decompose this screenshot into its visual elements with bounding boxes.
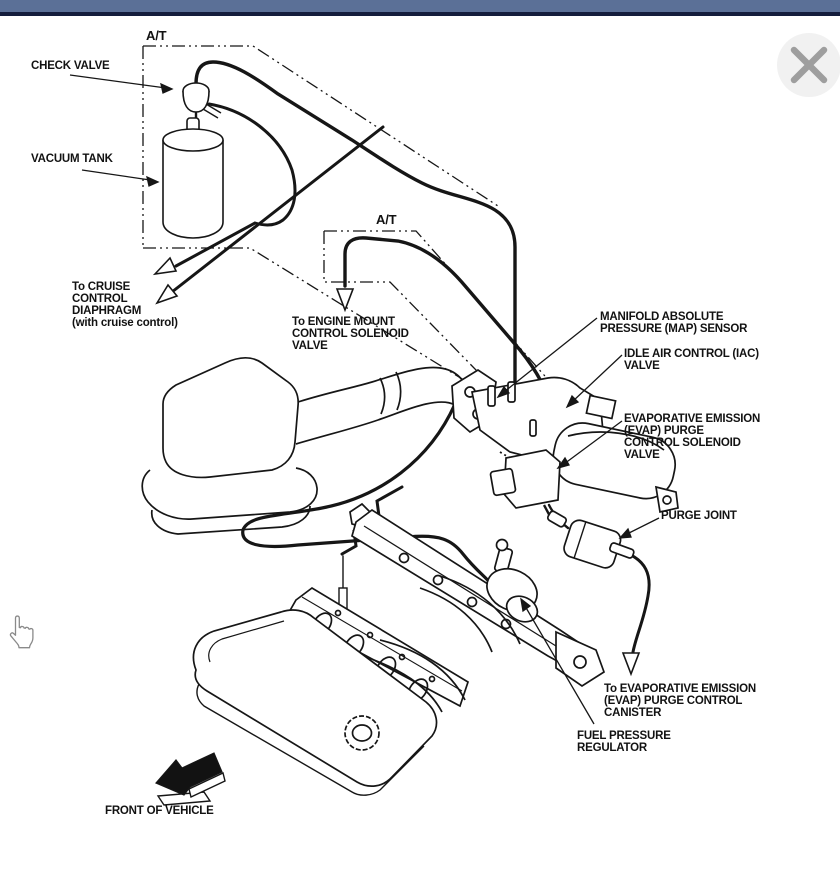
evap-solenoid-shape [490,450,560,520]
vacuum-tank-shape [163,118,223,238]
label-purge-joint: PURGE JOINT [661,510,737,522]
label-evap-line2: (EVAP) PURGE [624,425,704,437]
label-canister-line1: To EVAPORATIVE EMISSION [604,683,756,695]
label-front-of-vehicle: FRONT OF VEHICLE [105,805,214,817]
label-engine-mount-line2: CONTROL SOLENOID [292,328,409,340]
label-map-sensor-line1: MANIFOLD ABSOLUTE [600,311,724,323]
arrow-to-canister [623,653,639,674]
check-valve-shape [183,83,221,122]
purge-joint-shape [547,510,635,570]
label-cruise-line4: (with cruise control) [72,317,178,329]
label-check-valve: CHECK VALVE [31,60,110,72]
hose-checkvalve-to-throttle [196,62,515,390]
label-at-mid: A/T [376,212,397,227]
label-iac-line2: VALVE [624,360,660,372]
label-vacuum-tank: VACUUM TANK [31,153,113,165]
arrow-to-engine-mount [337,289,353,310]
front-of-vehicle-arrow [156,753,225,805]
label-evap-line1: EVAPORATIVE EMISSION [624,413,761,425]
label-at-top: A/T [146,28,167,43]
label-canister-line3: CANISTER [604,707,662,719]
label-cruise-line1: To CRUISE [72,281,131,293]
hand-cursor-icon [6,610,42,656]
arrow-to-cruise-1 [155,258,176,274]
window-header-bar [0,0,840,12]
valve-cover-shape [193,610,436,795]
label-map-sensor-line2: PRESSURE (MAP) SENSOR [600,323,748,335]
label-iac-line1: IDLE AIR CONTROL (IAC) [624,348,759,360]
close-button[interactable] [777,33,840,97]
label-fpr-line2: REGULATOR [577,742,647,754]
arrow-to-cruise-2 [157,285,177,303]
air-cleaner-shape [142,358,317,534]
label-engine-mount-line1: To ENGINE MOUNT [292,316,395,328]
label-fpr-line1: FUEL PRESSURE [577,730,671,742]
label-evap-line4: VALVE [624,449,660,461]
label-canister-line2: (EVAP) PURGE CONTROL [604,695,743,707]
vacuum-diagram-canvas[interactable] [0,16,840,878]
label-engine-mount-line3: VALVE [292,340,328,352]
label-cruise-line2: CONTROL [72,293,128,305]
hose-to-canister [624,552,649,652]
close-icon [789,45,829,85]
label-evap-line3: CONTROL SOLENOID [624,437,741,449]
label-cruise-line3: DIAPHRAGM [72,305,142,317]
